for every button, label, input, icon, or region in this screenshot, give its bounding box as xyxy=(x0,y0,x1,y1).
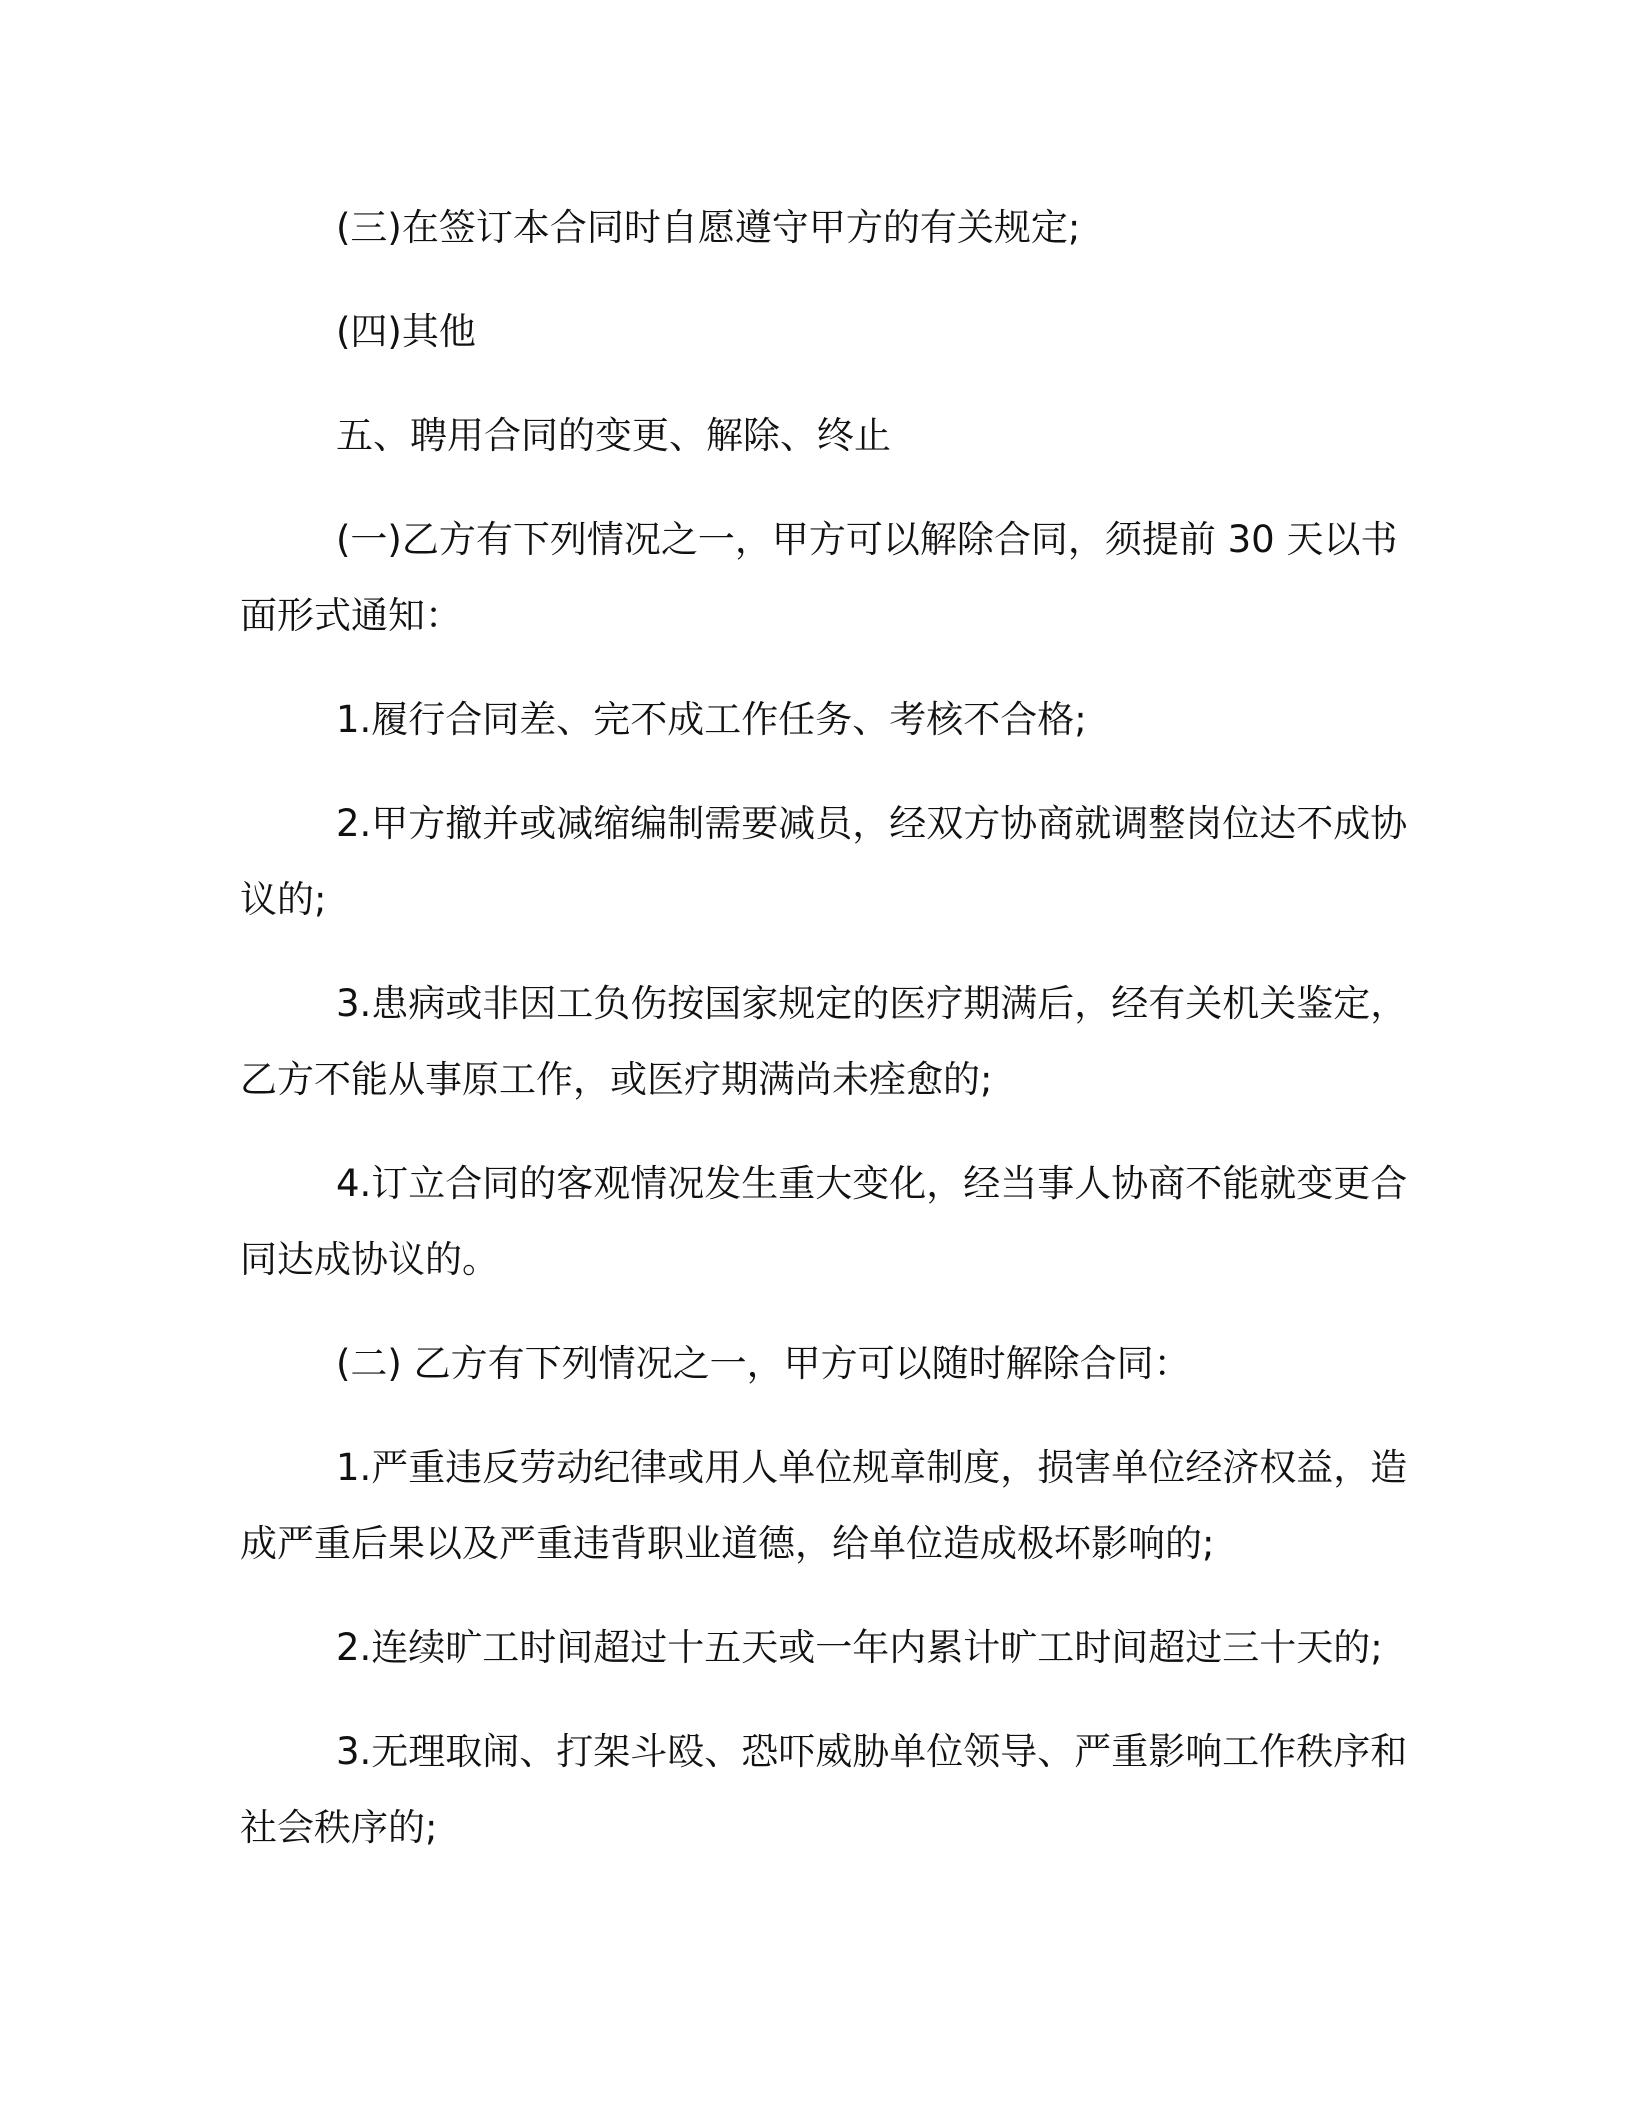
list-item-2-2: 2.连续旷工时间超过十五天或一年内累计旷工时间超过三十天的; xyxy=(336,1626,1383,1669)
paragraph-subsection-1: (一)乙方有下列情况之一，甲方可以解除合同，须提前 30 天以书面形式通知： xyxy=(240,518,1398,637)
list-item-1-1: 1.履行合同差、完不成工作任务、考核不合格; xyxy=(336,698,1087,741)
section-heading-5: 五、聘用合同的变更、解除、终止 xyxy=(336,414,891,457)
list-item-1-2: 2.甲方撤并或减缩编制需要减员，经双方协商就调整岗位达不成协议的; xyxy=(240,802,1408,921)
paragraph-subsection-2: (二) 乙方有下列情况之一，甲方可以随时解除合同： xyxy=(336,1342,1191,1385)
document-body xyxy=(240,190,1410,1894)
list-item-1-3: 3.患病或非因工负伤按国家规定的医疗期满后，经有关机关鉴定，乙方不能从事原工作，或医疗期满尚未痊愈的; xyxy=(240,982,1408,1101)
list-item-2-1: 1.严重违反劳动纪律或用人单位规章制度，损害单位经济权益，造成严重后果以及严重违背职业道德，给单位造成极坏影响的; xyxy=(240,1446,1408,1565)
paragraph-clause-3: (三)在签订本合同时自愿遵守甲方的有关规定; xyxy=(336,206,1081,249)
list-item-2-3: 3.无理取闹、打架斗殴、恐吓威胁单位领导、严重影响工作秩序和社会秩序的; xyxy=(240,1730,1408,1849)
list-item-1-4: 4.订立合同的客观情况发生重大变化，经当事人协商不能就变更合同达成协议的。 xyxy=(240,1162,1408,1281)
paragraph-clause-4: (四)其他 xyxy=(336,310,476,353)
